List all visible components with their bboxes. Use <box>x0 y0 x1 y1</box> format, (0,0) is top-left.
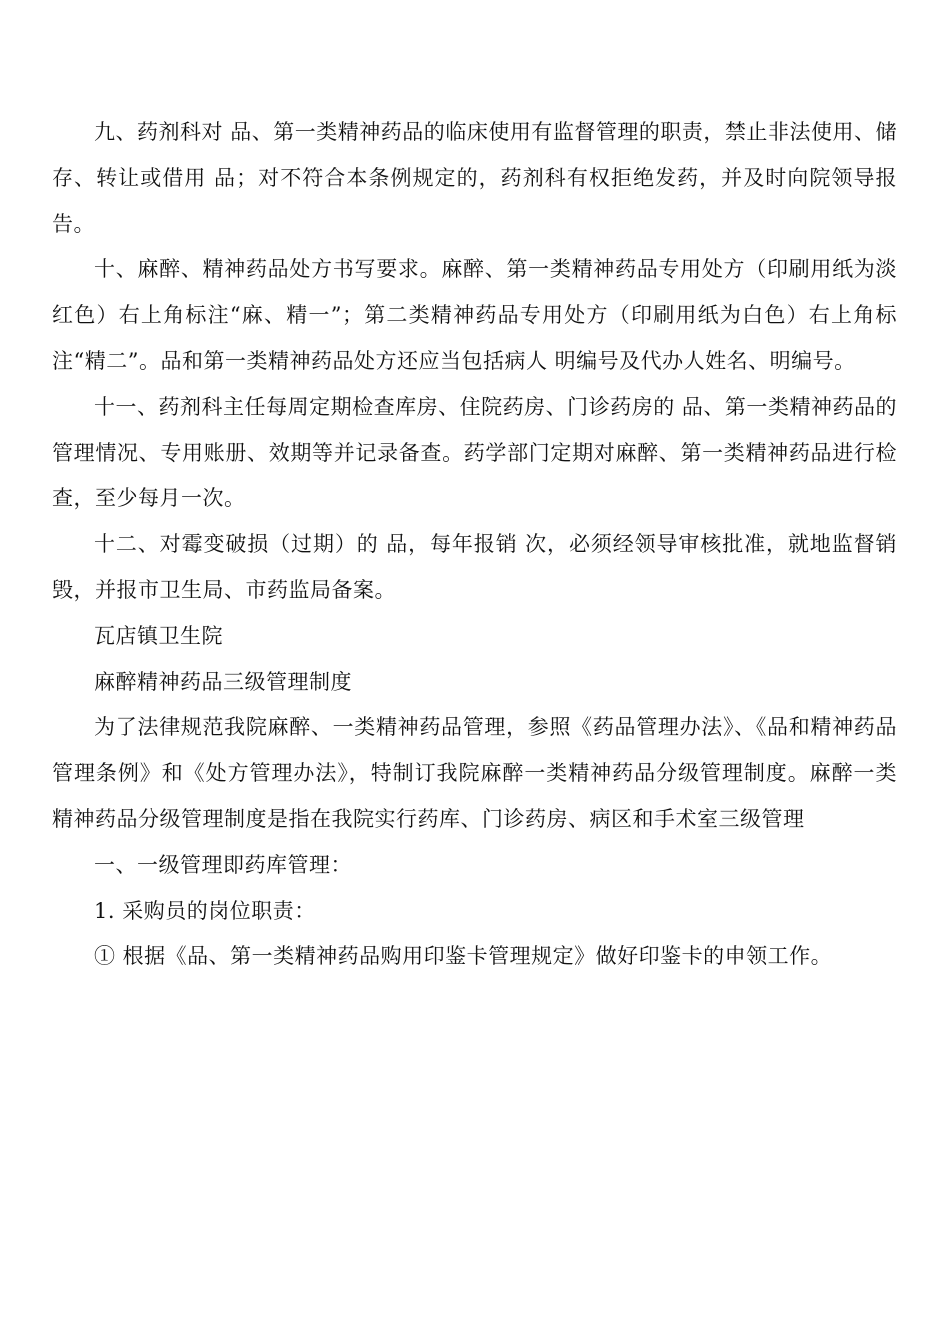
organization-name: 瓦店镇卫生院 <box>94 623 223 648</box>
heading-buyer-duties: 1. 采购员的岗位职责： <box>94 898 316 923</box>
paragraph-article-9: 九、药剂科对 品、第一类精神药品的临床使用有监督管理的职责，禁止非法使用、储存、转让或借用 品；对不符合本条例规定的，药剂科有权拒绝发药，并及时向院领导报告。 <box>52 120 897 236</box>
paragraph-article-11: 十一、药剂科主任每周定期检查库房、住院药房、门诊药房的 品、第一类精神药品的管理情况、专用账册、效期等并记录备查。药学部门定期对麻醉、第一类精神药品进行检查，至少每月一次。 <box>52 394 897 511</box>
section-title: 麻醉精神药品三级管理制度 <box>94 669 352 694</box>
paragraph-intro: 为了法律规范我院麻醉、一类精神药品管理，参照《药品管理办法》、《品和精神药品管理条例》和《处方管理办法》，特制订我院麻醉一类精神药品分级管理制度。麻醉一类精神药品分级管理制度是指在我院实行药库、门诊药房、病区和手术室三级管理 <box>52 715 897 831</box>
paragraph-article-12: 十二、对霉变破损（过期）的 品，每年报销 次，必须经领导审核批准，就地监督销毁，并报市卫生局、市药监局备案。 <box>52 532 897 602</box>
paragraph-article-10: 十、麻醉、精神药品处方书写要求。麻醉、第一类精神药品专用处方（印刷用纸为淡红色）右上角标注“麻、精一”；第二类精神药品专用处方（印刷用纸为白色）右上角标注“精二”。品和第一类精神药品处方还应当包括病人 明编号及代办人姓名、明编号。 <box>52 257 897 373</box>
document-body <box>52 110 897 980</box>
heading-level-1-management: 一、一级管理即药库管理： <box>94 852 352 877</box>
paragraph-duty-1: ① 根据《品、第一类精神药品购用印鉴卡管理规定》做好印鉴卡的申领工作。 <box>94 944 833 969</box>
